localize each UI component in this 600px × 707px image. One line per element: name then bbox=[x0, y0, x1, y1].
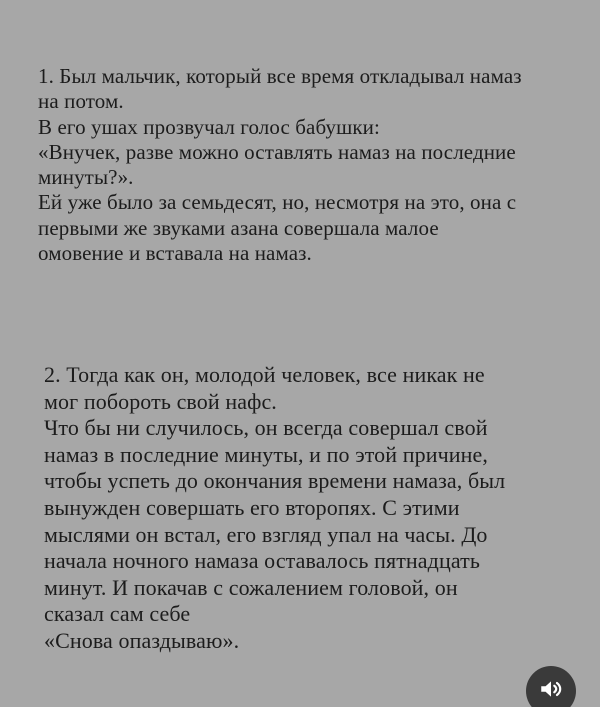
paragraph-line: «Внучек, разве можно оставлять намаз на последние bbox=[38, 139, 516, 164]
paragraph-1 bbox=[38, 64, 522, 266]
sound-toggle-button[interactable] bbox=[526, 666, 576, 707]
paragraph-line: первыми же звуками азана совершала малое bbox=[38, 215, 439, 240]
paragraph-line: 2. Тогда как он, молодой человек, все никак не bbox=[44, 362, 485, 387]
paragraph-line: мог побороть свой нафс. bbox=[44, 388, 277, 414]
paragraph-2 bbox=[44, 362, 505, 655]
paragraph-line: вынужден совершать его второпях. С этими bbox=[44, 494, 460, 520]
paragraph-line: мыслями он встал, его взгляд упал на часы. До bbox=[44, 521, 488, 547]
paragraph-line: начала ночного намаза оставалось пятнадцать bbox=[44, 548, 480, 574]
paragraph-line: 1. Был мальчик, который все время откладывал намаз bbox=[38, 64, 522, 88]
paragraph-line: намаз в последние минуты, и по этой причине, bbox=[44, 441, 488, 467]
paragraph-line: омовение и вставала на намаз. bbox=[38, 241, 312, 266]
paragraph-line: минут. И покачав с сожалением головой, он bbox=[44, 574, 458, 600]
paragraph-line: на потом. bbox=[38, 89, 124, 114]
paragraph-line: минуты?». bbox=[38, 165, 134, 190]
paragraph-line: Что бы ни случилось, он всегда совершал свой bbox=[44, 415, 488, 441]
paragraph-line: «Снова опаздываю». bbox=[44, 627, 240, 653]
paragraph-line: чтобы успеть до окончания времени намаза, был bbox=[44, 468, 506, 494]
speaker-icon bbox=[538, 676, 564, 702]
paragraph-line: сказал сам себе bbox=[44, 601, 191, 627]
paragraph-line: Ей уже было за семьдесят, но, несмотря на это, она с bbox=[38, 190, 517, 215]
paragraph-line: В его ушах прозвучал голос бабушки: bbox=[38, 114, 380, 139]
